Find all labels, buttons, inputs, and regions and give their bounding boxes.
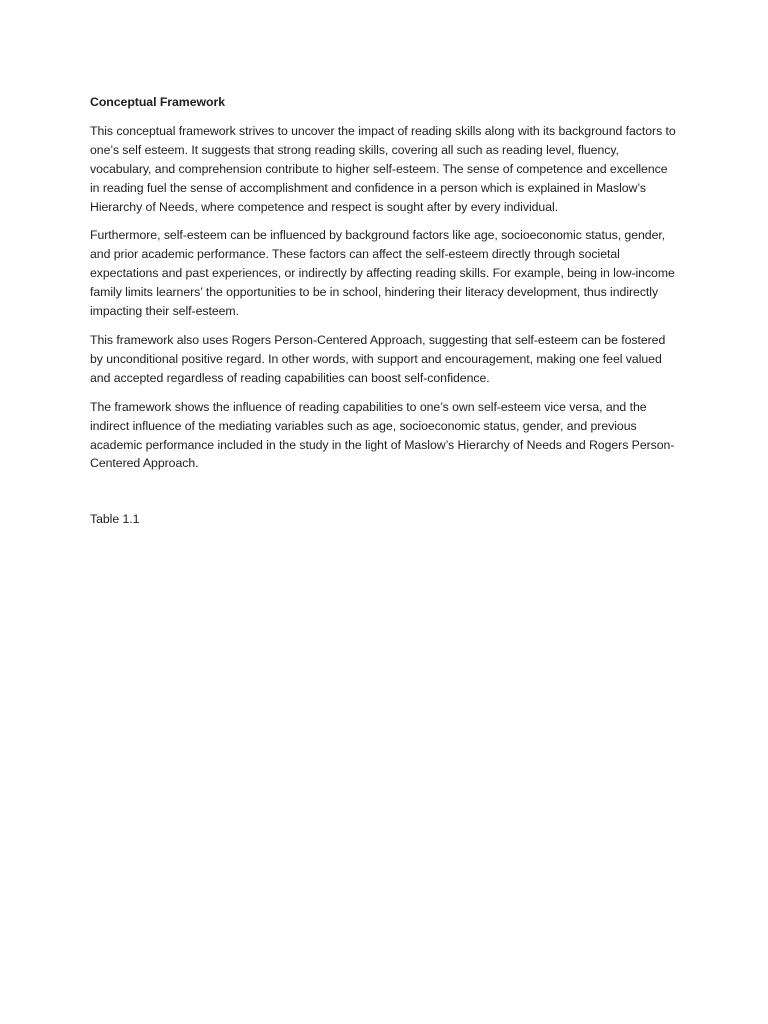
document-body xyxy=(90,93,680,529)
table-label: Table 1.1 xyxy=(90,512,140,527)
section-heading: Conceptual Framework xyxy=(90,95,225,109)
paragraph-intro: This conceptual framework strives to uncover the impact of reading skills along with its background factors to one’s self esteem. It suggests that strong reading skills, covering all such as reading level, fluency, vocabulary, and comprehension contribute to higher self-esteem. The sense of competence and excellence in reading fuel the sense of accomplishment and confidence in a person which is explained in Maslow’s Hierarchy of Needs, where competence and respect is sought after by every individual. xyxy=(90,123,676,214)
paragraph-background-factors: Furthermore, self-esteem can be influenced by background factors like age, socioeconomic status, gender, and prior academic performance. These factors can affect the self-esteem directly through societal expectations and past experiences, or indirectly by affecting reading skills. For example, being in low-income family limits learners’ the opportunities to be in school, hindering their literacy development, thus indirectly impacting their self-esteem. xyxy=(90,228,675,319)
paragraph-summary: The framework shows the influence of reading capabilities to one’s own self-esteem vice versa, and the indirect influence of the mediating variables such as age, socioeconomic status, gender, and previous academic performance included in the study in the light of Maslow’s Hierarchy of Needs and Rogers Person-Centered Approach. xyxy=(90,399,675,471)
paragraph-rogers-approach: This framework also uses Rogers Person-Centered Approach, suggesting that self-esteem can be fostered by unconditional positive regard. In other words, with support and encouragement, making one feel valued and accepted regardless of reading capabilities can boost self-confidence. xyxy=(90,332,666,385)
